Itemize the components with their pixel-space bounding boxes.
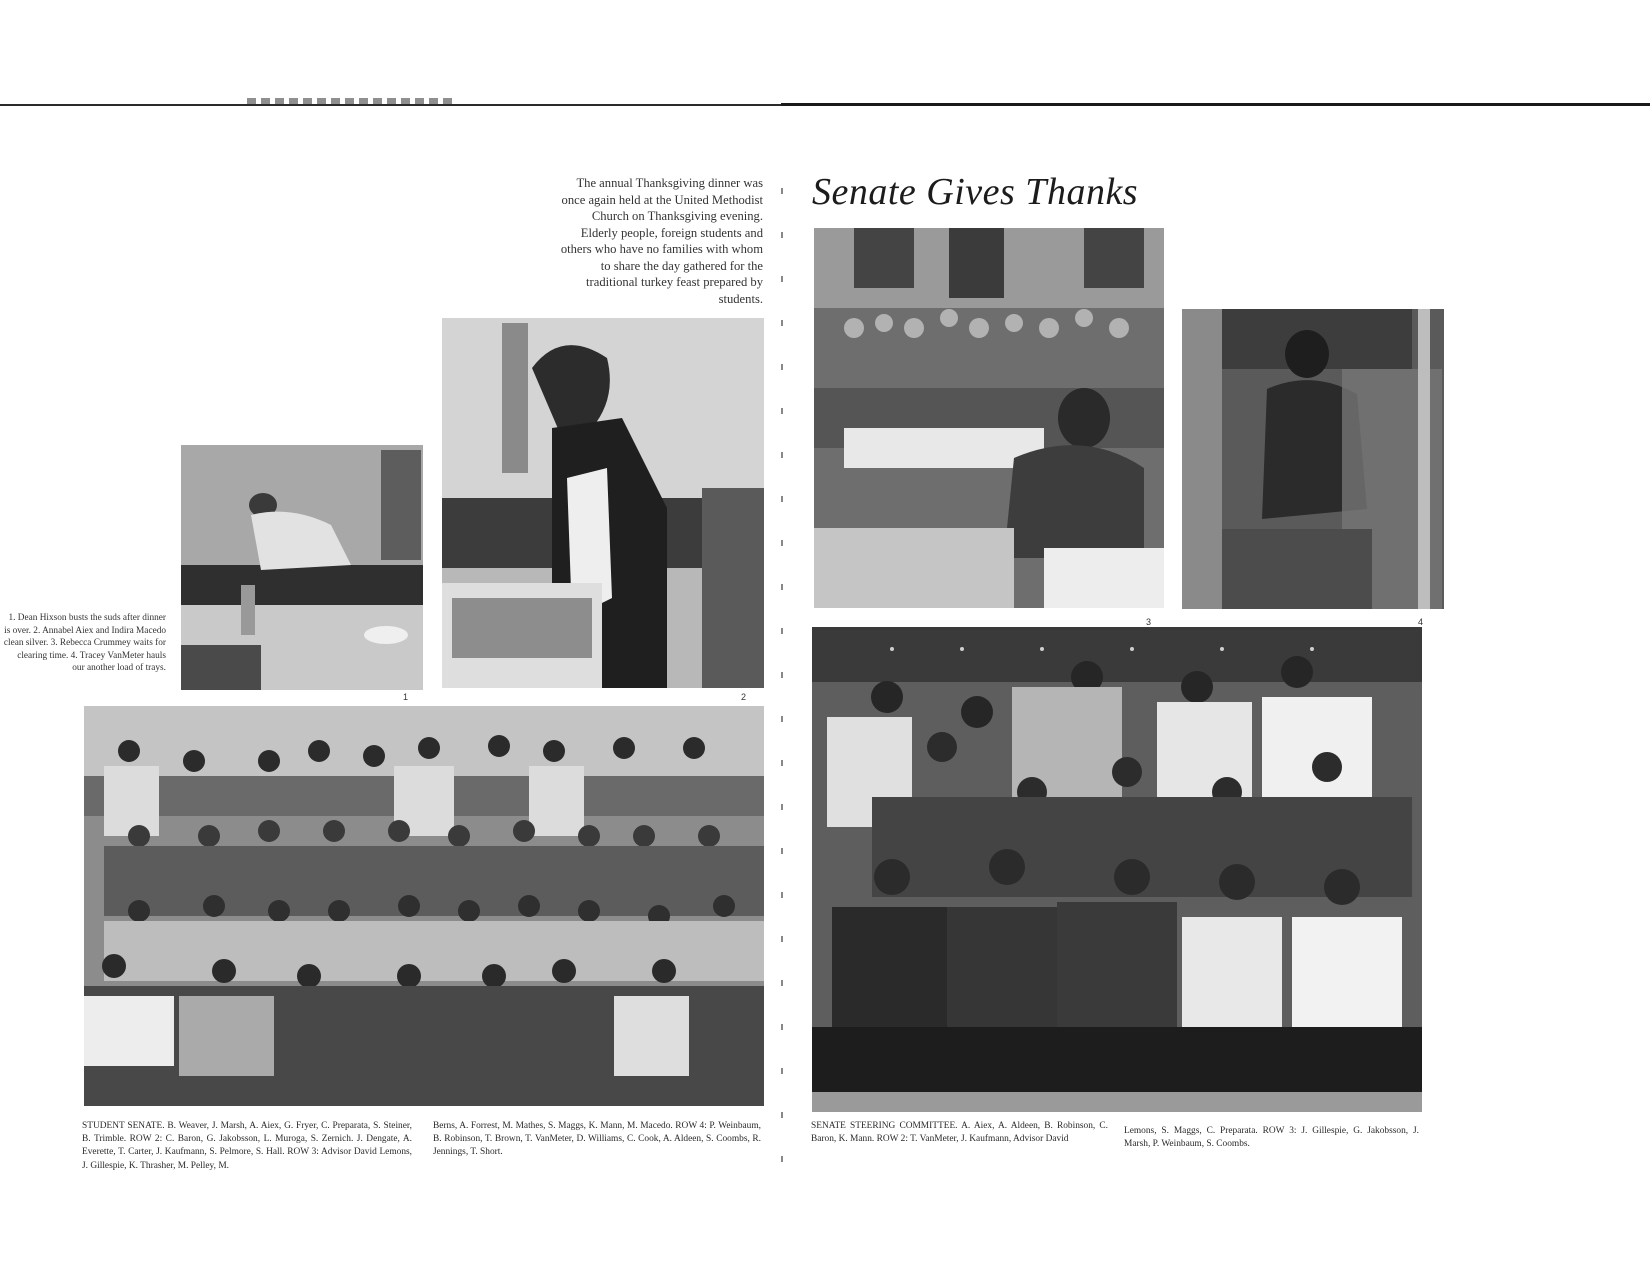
- student-senate-caption-col1: STUDENT SENATE. B. Weaver, J. Marsh, A. Aiex, G. Fryer, C. Preparata, S. Steiner, B. Trimble. ROW 2: C. Baron, G. Jakobsson, L. Muroga, S. Zernich. J. Dengate, A. Everette, T. Carter, J. Kaufmann, S. Pelmore, S. Hall. ROW 3: Advisor David Lemons, J. Gillespie, K. Thrasher, M. Pelley, M.: [82, 1121, 412, 1171]
- top-rule-left: [0, 104, 783, 106]
- steering-committee-caption-col2: Lemons, S. Maggs, C. Preparata. ROW 3: J. Gillespie, G. Jakobsson, J. Marsh, P. Weinbaum, S. Coombs.: [1124, 1126, 1419, 1150]
- intro-paragraph: The annual Thanksgiving dinner was once again held at the United Methodist Church on Thanksgiving evening. Elderly people, foreign students and others who have no families with whom to share the day gathered for the traditional turkey feast prepared by students.: [560, 176, 763, 306]
- photo-number-4: 4: [1418, 617, 1424, 627]
- photo-number-1: 1: [403, 692, 409, 702]
- student-senate-caption-col2: Berns, A. Forrest, M. Mathes, S. Maggs, K. Mann, M. Macedo. ROW 4: P. Weinbaum, B. Robinson, T. Brown, T. VanMeter, D. Williams, C. Cook, A. Aldeen, S. Coombs, R. Jennings, T. Short.: [433, 1121, 761, 1158]
- student-senate-group-photo: [84, 706, 764, 1106]
- page-headline: Senate Gives Thanks: [812, 171, 1139, 213]
- photo-2-cleaning-silver: [442, 318, 764, 688]
- photo-1-dishwashing: [181, 445, 423, 690]
- steering-committee-caption-col1: SENATE STEERING COMMITTEE. A. Aiex, A. Aldeen, B. Robinson, C. Baron, K. Mann. ROW 2: T. VanMeter, J. Kaufmann, Advisor David: [811, 1121, 1108, 1145]
- steering-committee-group-photo: [812, 627, 1422, 1112]
- photo-3-dining-hall: [814, 228, 1164, 608]
- photo-4-hauling-trays: [1182, 309, 1444, 609]
- photo-number-3: 3: [1146, 617, 1152, 627]
- top-rule-right: [781, 103, 1650, 106]
- top-rule-fragment: [247, 98, 457, 104]
- photo-number-2: 2: [741, 692, 747, 702]
- page-gutter: [781, 150, 783, 1165]
- photo-caption: 1. Dean Hixson busts the suds after dinner is over. 2. Annabel Aiex and Indira Macedo clean silver. 3. Rebecca Crummey waits for clearing time. 4. Tracey VanMeter hauls our another load of trays.: [3, 613, 166, 673]
